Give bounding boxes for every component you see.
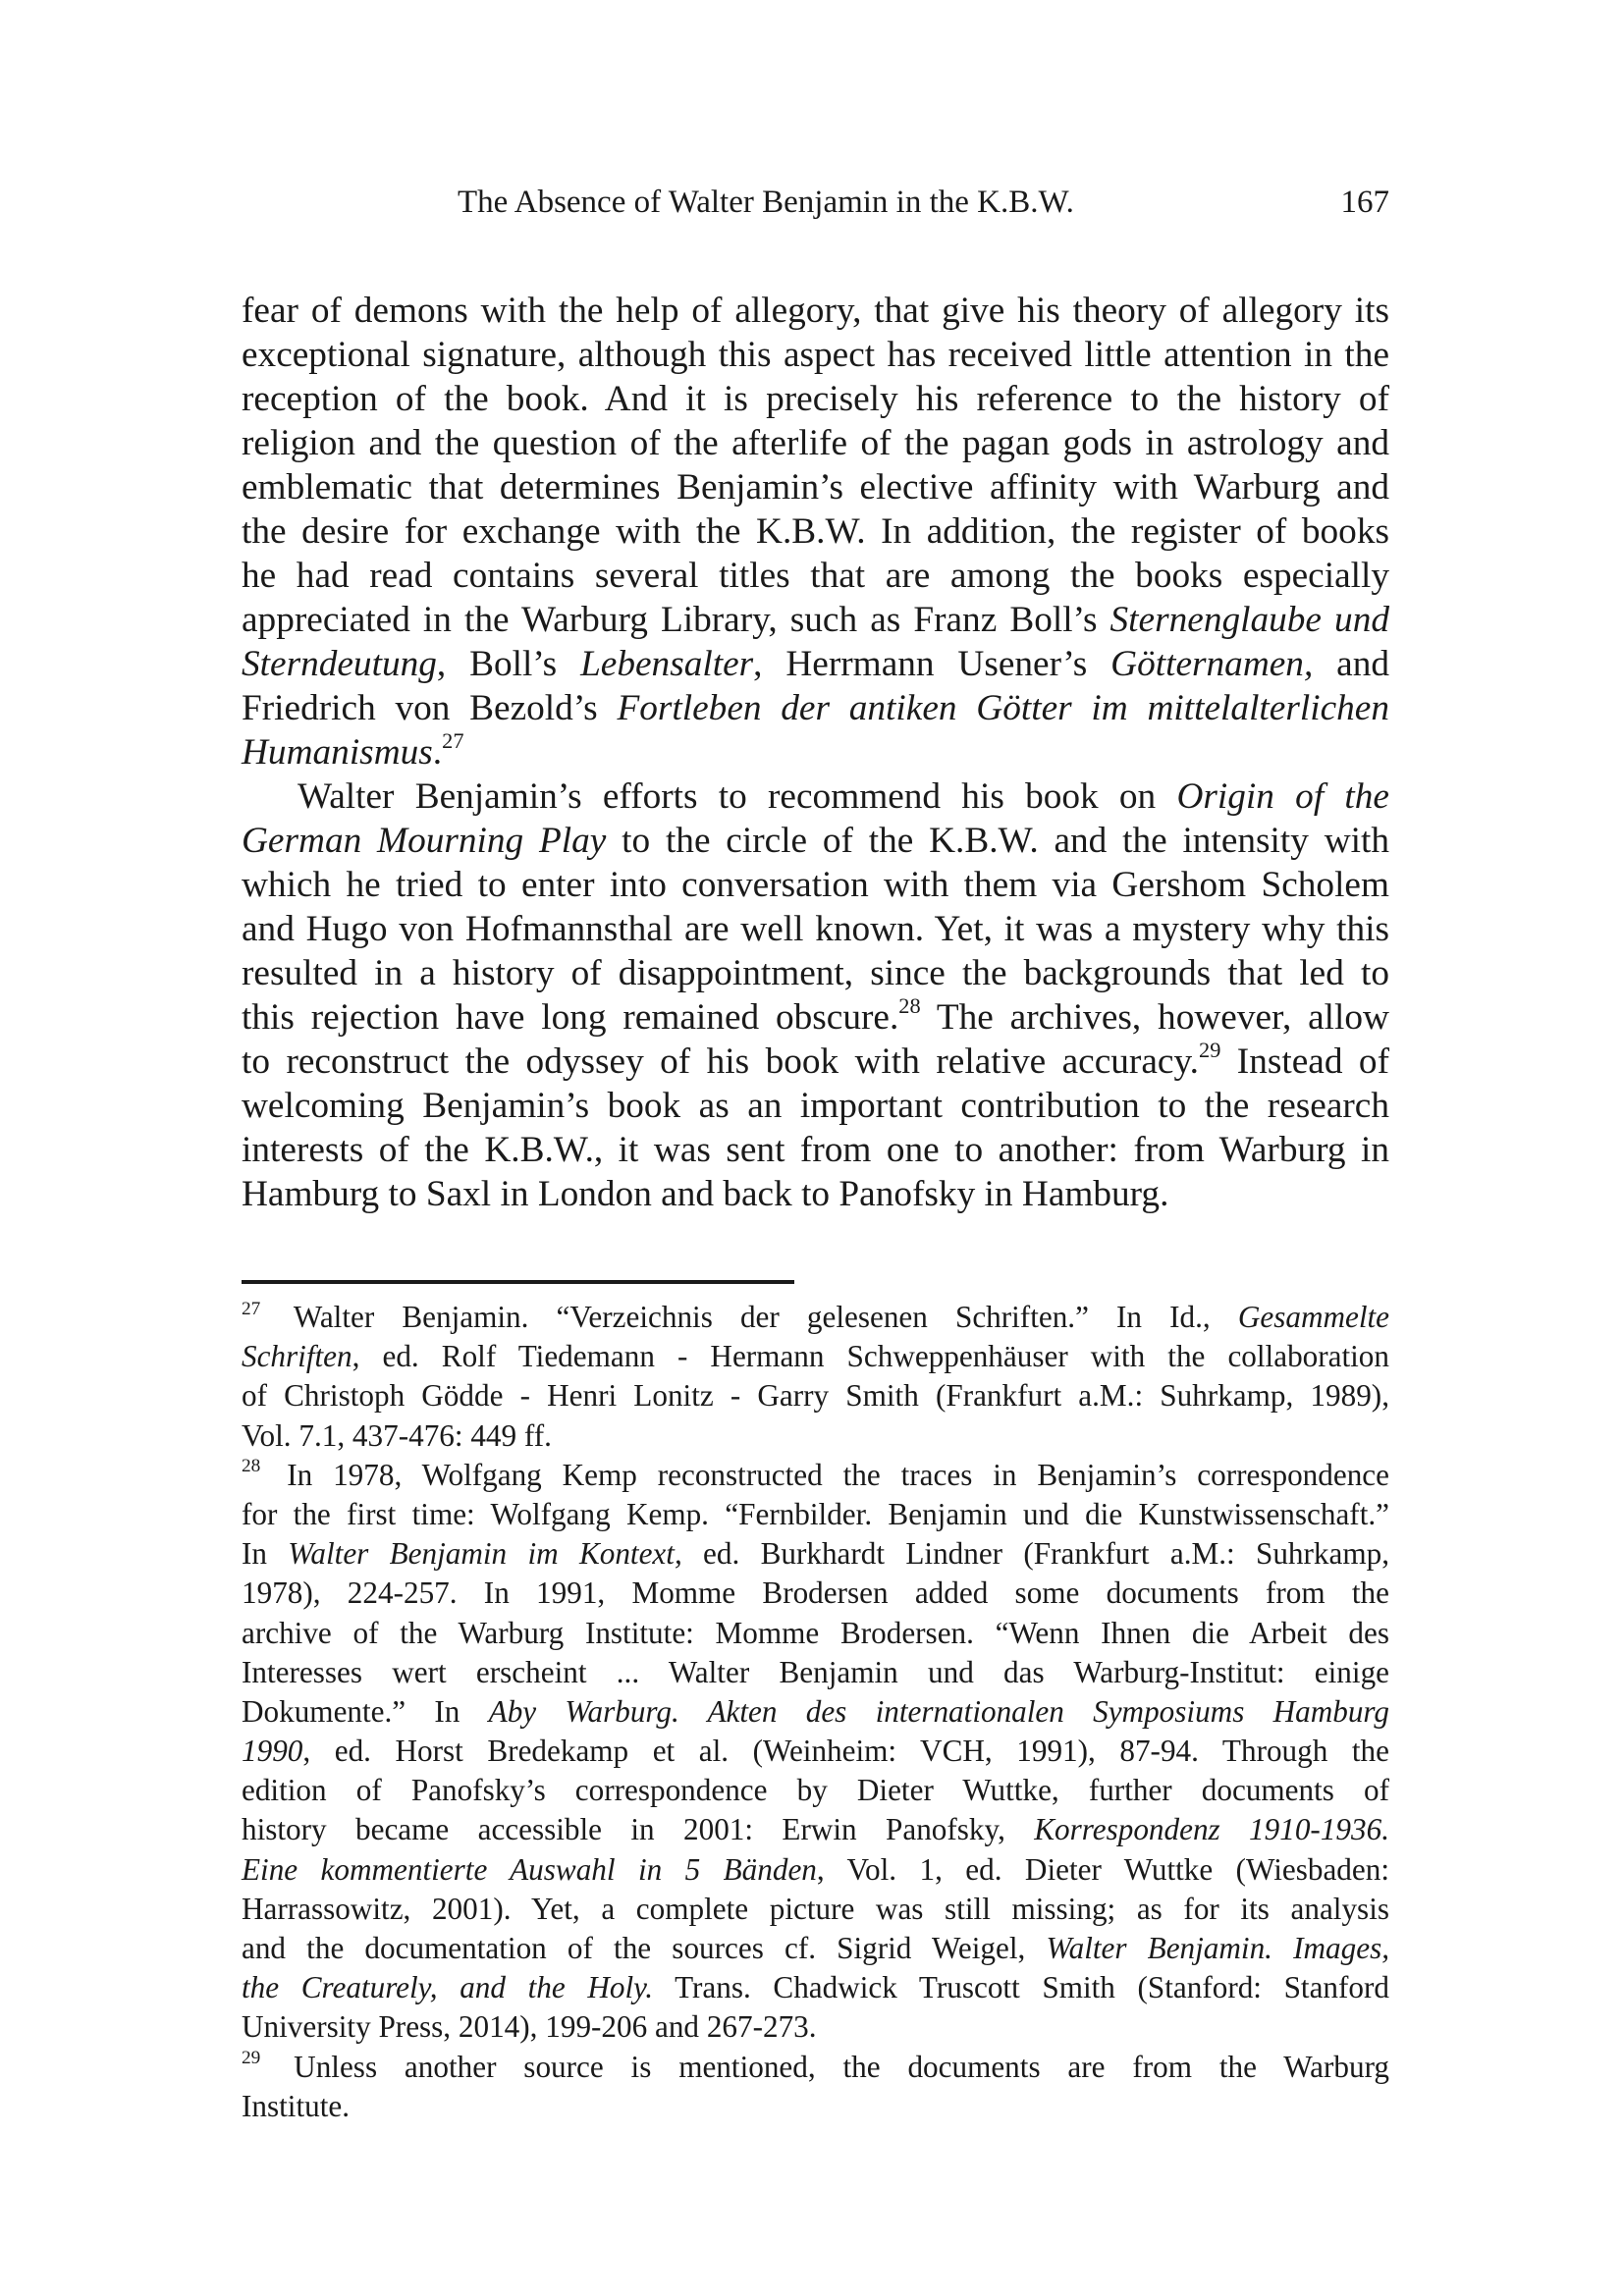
footnote-line: and the documentation of the sources cf. Sigrid Weigel, Walter Benjamin. Images, xyxy=(242,1931,1389,1965)
footnote-line: In Walter Benjamin im Kontext, ed. Burkhardt Lindner (Frankfurt a.M.: Suhrkamp, xyxy=(242,1536,1389,1572)
footnote-line: for the first time: Wolfgang Kemp. “Fernbilder. Benjamin und die Kunstwissenschaft.” xyxy=(242,1496,1389,1531)
book-title: Fortleben der antiken Götter im mittelalterlichen xyxy=(617,688,1389,728)
footnote-number: 29 xyxy=(242,2048,261,2069)
footnote-line: of Christoph Gödde - Henri Lonitz - Garry Smith (Frankfurt a.M.: Suhrkamp, 1989), xyxy=(242,1378,1389,1414)
body-line: Friedrich von Bezold’s Fortleben der antiken Götter im mittelalterlichen xyxy=(242,688,1389,728)
running-header xyxy=(242,180,1389,225)
body-line: welcoming Benjamin’s book as an important contribution to the research xyxy=(242,1086,1389,1126)
page-number: 167 xyxy=(1340,185,1389,220)
body-line: resulted in a history of disappointment, since the backgrounds that led to xyxy=(242,953,1389,993)
body-line: fear of demons with the help of allegory, that give his theory of allegory its xyxy=(242,291,1389,331)
footnotes xyxy=(242,1298,1389,2126)
body-line: Hamburg to Saxl in London and back to Panofsky in Hamburg. xyxy=(242,1174,1169,1214)
body-line: Sterndeutung, Boll’s Lebensalter, Herrmann Usener’s Götternamen, and xyxy=(242,644,1389,684)
footnote-number: 28 xyxy=(242,1456,261,1477)
footnote-ref: 29 xyxy=(1199,1038,1221,1063)
body-line: German Mourning Play to the circle of the K.B.W. and the intensity with xyxy=(242,821,1390,861)
footnote-ref: 28 xyxy=(898,993,921,1019)
running-title: The Absence of Walter Benjamin in the K.B.W. xyxy=(458,185,1074,220)
body-line: Humanismus.$^{27}$ xyxy=(242,728,464,773)
footnote-separator xyxy=(242,1280,794,1284)
footnote-line: archive of the Warburg Institute: Momme Brodersen. “Wenn Ihnen die Arbeit des xyxy=(242,1615,1389,1650)
footnote-line: University Press, 2014), 199-206 and 267-273. xyxy=(242,2009,817,2045)
book-title: Sternenglaube und xyxy=(1109,600,1389,640)
footnote-line: Dokumente.” In Aby Warburg. Akten des internationalen Symposiums Hamburg xyxy=(242,1693,1389,1729)
footnote-line: Eine kommentierte Auswahl in 5 Bänden, Vol. 1, ed. Dieter Wuttke (Wiesbaden: xyxy=(242,1851,1389,1887)
body-line: emblematic that determines Benjamin’s elective affinity with Warburg and xyxy=(242,467,1389,507)
body-line: this rejection have long remained obscure.$^{28}$ The archives, however, allow xyxy=(242,993,1389,1038)
body-line: religion and the question of the afterlife of the pagan gods in astrology and xyxy=(242,423,1389,463)
body-line: to reconstruct the odyssey of his book with relative accuracy.$^{29}$ Instead of xyxy=(242,1038,1390,1082)
book-title: Lebensalter xyxy=(580,644,754,684)
body-line: appreciated in the Warburg Library, such as Franz Boll’s Sternenglaube und xyxy=(242,600,1389,640)
footnote-number: 27 xyxy=(242,1298,261,1319)
footnote-28: $^{28}$ In 1978, Wolfgang Kemp reconstructed the traces in Benjamin’s correspondence xyxy=(242,1456,1389,1492)
footnote-line: the Creaturely, and the Holy. Trans. Chadwick Truscott Smith (Stanford: Stanford xyxy=(242,1970,1389,2005)
book-title: Götternamen, xyxy=(1110,644,1314,684)
body-line: reception of the book. And it is precisely his reference to the history of xyxy=(242,379,1389,419)
book-title: German Mourning Play xyxy=(242,821,607,861)
footnote-line: Interesses wert erscheint ... Walter Benjamin und das Warburg-Institut: einige xyxy=(242,1654,1389,1689)
footnote-line: edition of Panofsky’s correspondence by Dieter Wuttke, further documents of xyxy=(242,1773,1389,1808)
body-line: he had read contains several titles that are among the books especially xyxy=(242,556,1389,596)
body-line: interests of the K.B.W., it was sent from one to another: from Warburg in xyxy=(242,1130,1389,1170)
body-line: exceptional signature, although this aspect has received little attention in the xyxy=(242,335,1389,375)
footnote-line: 1990, ed. Horst Bredekamp et al. (Weinheim: VCH, 1991), 87-94. Through the xyxy=(242,1734,1389,1769)
footnote-27: $^{27}$ Walter Benjamin. “Verzeichnis der gelesenen Schriften.” In Id., Gesammelte xyxy=(242,1298,1389,1334)
footnote-line: Vol. 7.1, 437-476: 449 ff. xyxy=(242,1417,552,1453)
body-line: Walter Benjamin’s efforts to recommend his book on Origin of the xyxy=(298,776,1389,817)
footnote-line: history became accessible in 2001: Erwin Panofsky, Korrespondenz 1910-1936. xyxy=(242,1812,1389,1847)
footnote-line: Schriften, ed. Rolf Tiedemann - Hermann Schweppenhäuser with the collaboration xyxy=(242,1339,1389,1374)
footnote-line: Institute. xyxy=(242,2088,351,2123)
body-line: which he tried to enter into conversation with them via Gershom Scholem xyxy=(242,865,1389,905)
footnote-line: Harrassowitz, 2001). Yet, a complete picture was still missing; as for its analysis xyxy=(242,1891,1389,1926)
book-title: Humanismus xyxy=(242,732,433,773)
body-line: and Hugo von Hofmannsthal are well known. Yet, it was a mystery why this xyxy=(242,909,1389,949)
footnote-ref: 27 xyxy=(442,728,464,754)
body-line: the desire for exchange with the K.B.W. In addition, the register of books xyxy=(242,511,1389,552)
footnote-line: 1978), 224-257. In 1991, Momme Brodersen added some documents from the xyxy=(242,1575,1389,1611)
footnote-29: $^{29}$ Unless another source is mentioned, the documents are from the Warburg xyxy=(242,2048,1389,2084)
main-text xyxy=(242,289,1389,1216)
book-title: Sterndeutung xyxy=(242,644,437,684)
book-title: Origin of the xyxy=(1176,776,1389,817)
